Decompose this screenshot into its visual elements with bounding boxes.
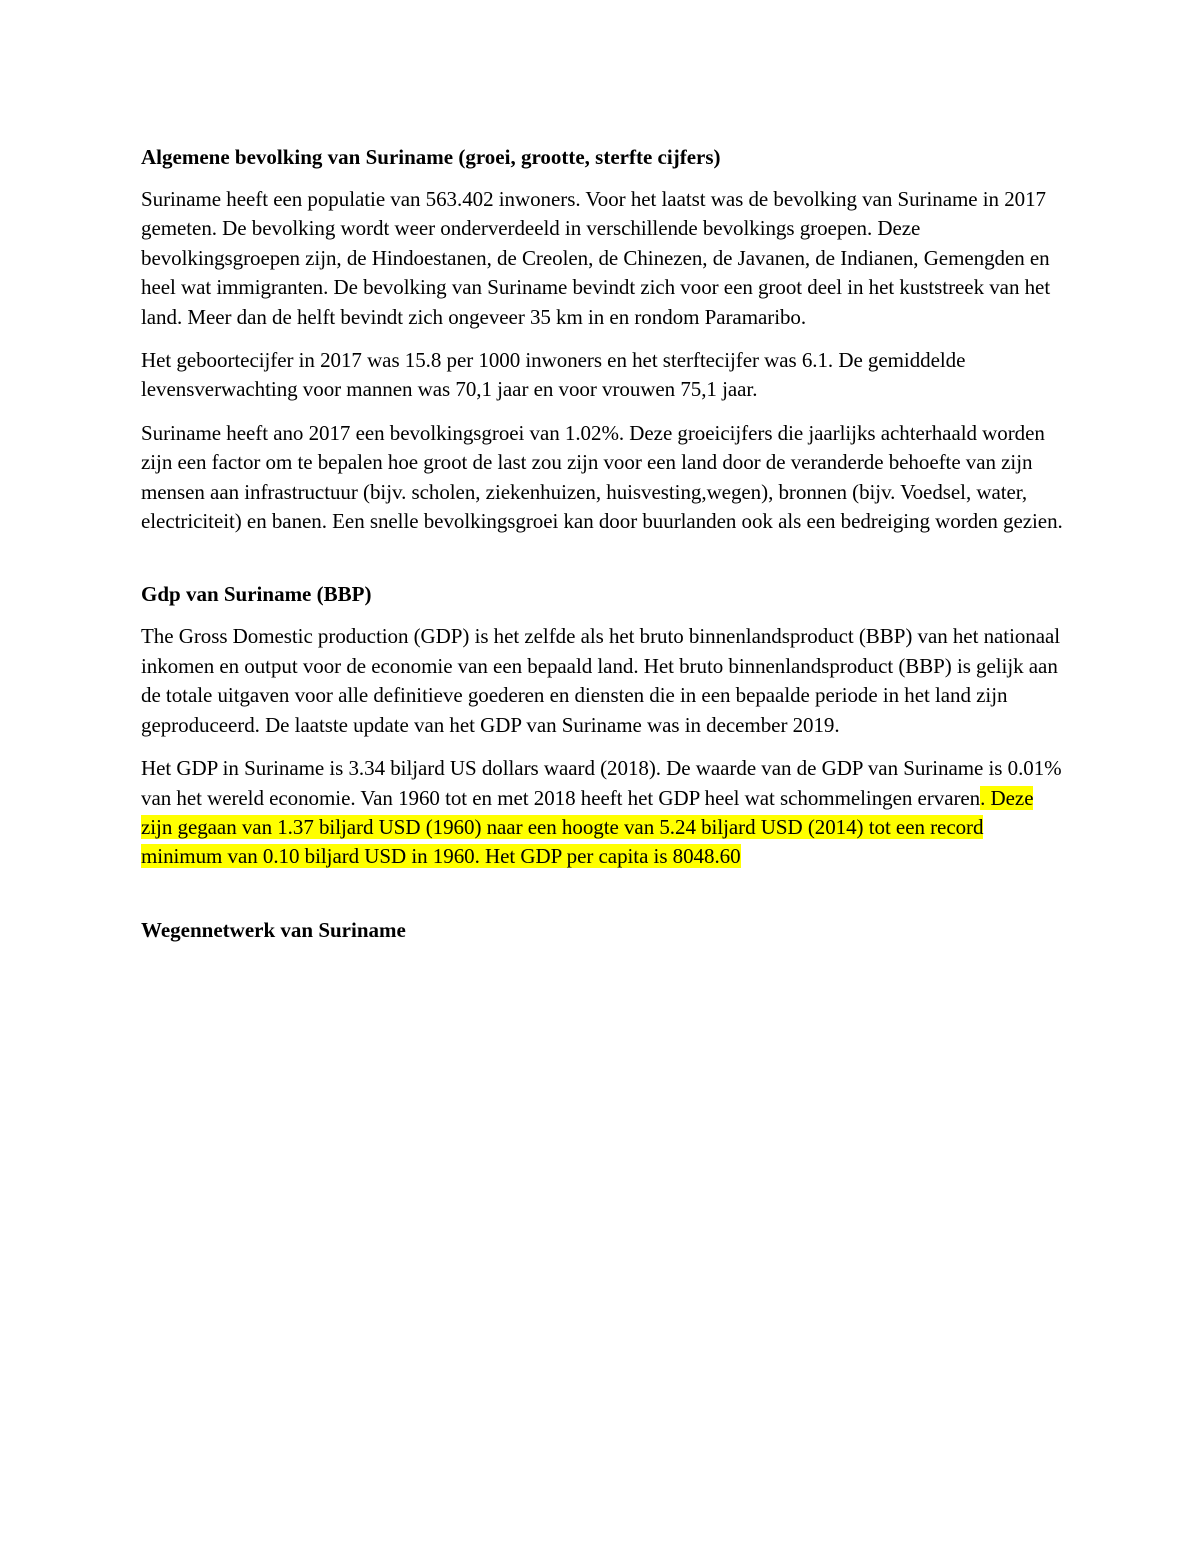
paragraph-gdp-2-plain: Het GDP in Suriname is 3.34 biljard US dollars waard (2018). De waarde van de GDP van Suriname is 0.01% van het wereld economie. Van 1960 tot en met 2018 heeft het GDP heel wat schommelingen ervaren	[141, 756, 1062, 810]
highlighted-text: . Deze zijn gegaan van 1.37 biljard USD (1960) naar een hoogte van 5.24 biljard USD (2014) tot een record minimum van 0.10 biljard USD in 1960. Het GDP per capita is 8048.60	[141, 785, 1034, 869]
paragraph-gdp-1: The Gross Domestic production (GDP) is het zelfde als het bruto binnenlandsproduct (BBP) van het nationaal inkomen en output voor de economie van een bepaald land. Het bruto binnenlandsproduct (BBP) is gelijk aan de totale uitgaven voor alle definitieve goederen en diensten die in een bepaalde periode in het land zijn geproduceerd. De laatste update van het GDP van Suriname was in december 2019.	[141, 624, 1061, 737]
section-heading-population: Algemene bevolking van Suriname (groei, grootte, sterfte cijfers)	[141, 145, 721, 169]
document-body	[141, 143, 1066, 958]
paragraph-population-1: Suriname heeft een populatie van 563.402 inwoners. Voor het laatst was de bevolking van Suriname in 2017 gemeten. De bevolking wordt weer onderverdeeld in verschillende bevolkings groepen. Deze bevolkingsgroepen zijn, de Hindoestanen, de Creolen, de Chinezen, de Javanen, de Indianen, Gemengden en heel wat immigranten. De bevolking van Suriname bevindt zich voor een groot deel in het kuststreek van het land. Meer dan de helft bevindt zich ongeveer 35 km in en rondom Paramaribo.	[141, 187, 1051, 329]
section-heading-roads: Wegennetwerk van Suriname	[141, 917, 406, 942]
blank-line	[141, 550, 1066, 580]
section-heading-gdp: Gdp van Suriname (BBP)	[141, 582, 372, 607]
paragraph-population-2: Het geboortecijfer in 2017 was 15.8 per 1000 inwoners en het sterftecijfer was 6.1. De gemiddelde levensverwachting voor mannen was 70,1 jaar en voor vrouwen 75,1 jaar.	[141, 348, 966, 402]
paragraph-gdp-2	[141, 754, 1066, 872]
blank-line	[141, 886, 1066, 916]
paragraph-population-3: Suriname heeft ano 2017 een bevolkingsgroei van 1.02%. Deze groeicijfers die jaarlijks achterhaald worden zijn een factor om te bepalen hoe groot de last zou zijn voor een land door de veranderde behoefte van zijn mensen aan infrastructuur (bijv. scholen, ziekenhuizen, huisvesting,wegen), bronnen (bijv. Voedsel, water, electriciteit) en banen. Een snelle bevolkingsgroei kan door buurlanden ook als een bedreiging worden gezien.	[141, 420, 1063, 534]
